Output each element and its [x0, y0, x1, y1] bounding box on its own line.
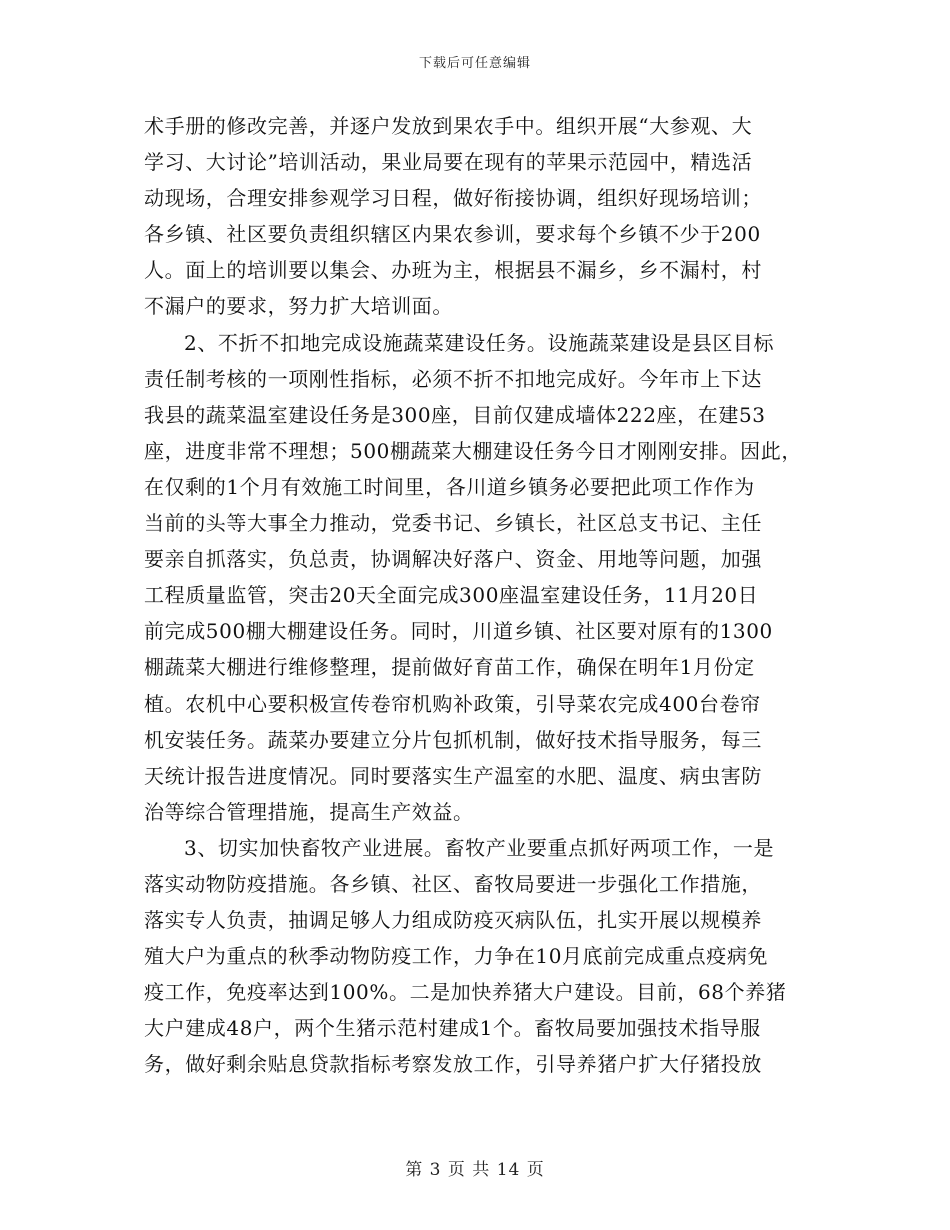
paragraph-2: [144, 325, 824, 830]
text-line: 不漏户的要求，努力扩大培训面。: [144, 294, 453, 319]
text-line: 治等综合管理措施，提高生产效益。: [144, 799, 474, 824]
text-line: 棚蔬菜大棚进行维修整理，提前做好育苗工作，确保在明年1月份定: [144, 655, 755, 680]
document-body: [144, 108, 824, 1083]
paragraph-3: [144, 830, 824, 1083]
text-line: 殖大户为重点的秋季动物防疫工作，力争在10月底前完成重点疫病免: [144, 944, 769, 969]
text-line: 要亲自抓落实，负总责，协调解决好落户、资金、用地等问题，加强: [144, 547, 762, 572]
text-line: 我县的蔬菜温室建设任务是300座，目前仅建成墙体222座，在建53: [144, 402, 766, 427]
text-line: 天统计报告进度情况。同时要落实生产温室的水肥、温度、病虫害防: [144, 763, 762, 788]
text-line: 务，做好剩余贴息贷款指标考察发放工作，引导养猪户扩大仔猪投放: [144, 1052, 762, 1077]
text-line: 在仅剩的1个月有效施工时间里，各川道乡镇务必要把此项工作作为: [144, 474, 755, 499]
text-line: 各乡镇、社区要负责组织辖区内果农参训，要求每个乡镇不少于200: [144, 222, 761, 247]
page-number: 第 3 页 共 14 页: [405, 1160, 545, 1180]
text-line: 植。农机中心要积极宣传卷帘机购补政策，引导菜农完成400台卷帘: [144, 691, 761, 716]
text-line: 工程质量监管，突击20天全面完成300座温室建设任务，11月20日: [144, 583, 759, 608]
text-line: 疫工作，免疫率达到100%。二是加快养猪大户建设。目前，68个养猪: [144, 980, 787, 1005]
text-line: 落实动物防疫措施。各乡镇、社区、畜牧局要进一步强化工作措施，: [144, 871, 762, 896]
page-footer: [0, 1155, 950, 1180]
text-line: 机安装任务。蔬菜办要建立分片包抓机制，做好技术指导服务，每三: [144, 727, 762, 752]
text-line: 2、不折不扣地完成设施蔬菜建设任务。设施蔬菜建设是县区目标: [184, 330, 775, 355]
text-line: 3、切实加快畜牧产业进展。畜牧产业要重点抓好两项工作，一是: [184, 835, 775, 860]
paragraph-1: [144, 108, 824, 325]
text-line: 前完成500棚大棚建设任务。同时，川道乡镇、社区要对原有的1300: [144, 619, 773, 644]
text-line: 学习、大讨论”培训活动，果业局要在现有的苹果示范园中，精选活: [144, 150, 753, 175]
text-line: 座，进度非常不理想；500棚蔬菜大棚建设任务今日才刚刚安排。因此，: [144, 438, 802, 463]
text-line: 术手册的修改完善，并逐户发放到果农手中。组织开展“大参观、大: [144, 114, 753, 138]
text-line: 人。面上的培训要以集会、办班为主，根据县不漏乡，乡不漏村，村: [144, 258, 762, 283]
header-note: 下载后可任意编辑: [418, 56, 531, 71]
text-line: 大户建成48户，两个生猪示范村建成1个。畜牧局要加强技术指导服: [144, 1016, 761, 1041]
text-line: 责任制考核的一项刚性指标，必须不折不扣地完成好。今年市上下达: [144, 366, 762, 391]
text-line: 当前的头等大事全力推动，党委书记、乡镇长，社区总支书记、主任: [144, 511, 762, 536]
page-header: [0, 52, 950, 71]
text-line: 动现场，合理安排参观学习日程，做好衔接协调，组织好现场培训；: [144, 186, 762, 211]
text-line: 落实专人负责，抽调足够人力组成防疫灭病队伍，扎实开展以规模养: [144, 908, 762, 933]
